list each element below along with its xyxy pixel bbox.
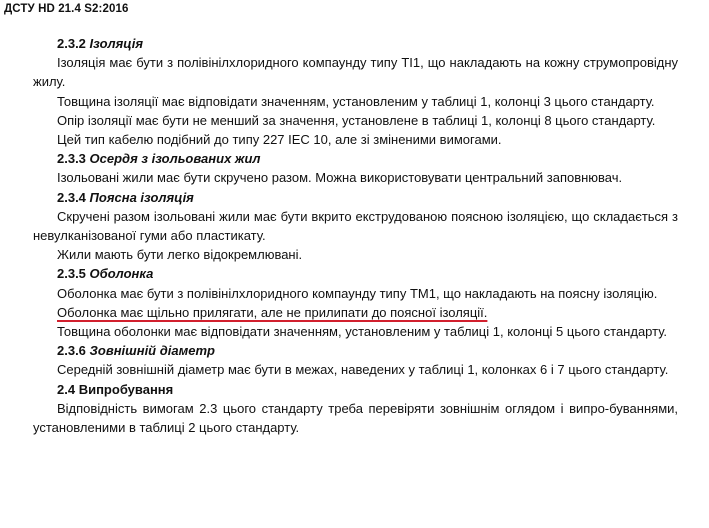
section-number: 2.3.3 bbox=[57, 151, 86, 167]
section-title: Випробування bbox=[78, 381, 174, 397]
section-heading-2-3-2 bbox=[33, 34, 678, 53]
section-heading-2-3-4 bbox=[33, 188, 678, 207]
paragraph: Цей тип кабелю подібний до типу 227 IEC 10, але зі зміненими вимогами. bbox=[57, 132, 502, 148]
document-body bbox=[33, 34, 678, 437]
paragraph: Середній зовнішній діаметр має бути в межах, наведених у таблиці 1, колонках 6 і 7 цього стандарту. bbox=[57, 362, 669, 378]
section-title: Осердя з ізольованих жил bbox=[89, 151, 261, 167]
red-underlined-text: Оболонка має щільно прилягати, але не прилипати до поясної ізоляції. bbox=[57, 304, 488, 320]
document-header: ДСТУ HD 21.4 S2:2016 bbox=[4, 3, 129, 15]
section-number: 2.4 bbox=[57, 381, 76, 397]
section-title: Ізоляція bbox=[89, 36, 143, 51]
paragraph: Ізольовані жили має бути скручено разом. Можна використовувати центральний заповнювач. bbox=[57, 170, 623, 186]
section-heading-2-3-6 bbox=[33, 341, 678, 360]
section-heading-2-3-5 bbox=[33, 264, 678, 283]
paragraph: Товщина ізоляції має відповідати значенням, установленим у таблиці 1, колонці 3 цього стандарту. bbox=[57, 93, 655, 109]
section-title: Оболонка bbox=[89, 266, 154, 282]
section-heading-2-4 bbox=[33, 380, 678, 399]
section-number: 2.3.2 bbox=[57, 36, 86, 51]
section-number: 2.3.6 bbox=[57, 343, 86, 359]
paragraph: Опір ізоляції має бути не менший за значення, установлене в таблиці 1, колонці 8 цього стандарту. bbox=[57, 112, 656, 128]
highlighted-paragraph bbox=[33, 303, 678, 322]
paragraph: Ізоляція має бути з полівінілхлоридного компаунду типу ТІ1, що накладають на кожну струмопровідну жилу. bbox=[33, 55, 678, 90]
section-number: 2.3.5 bbox=[57, 266, 86, 282]
paragraph: Відповідність вимогам 2.3 цього стандарту треба перевіряти зовнішнім оглядом і випро-буваннями, установленими в таблиці 2 цього стандарту. bbox=[33, 400, 678, 436]
section-title: Поясна ізоляція bbox=[89, 189, 194, 205]
section-title: Зовнішній діаметр bbox=[89, 343, 215, 359]
section-heading-2-3-3 bbox=[33, 149, 678, 168]
paragraph: Скручені разом ізольовані жили має бути вкрито екструдованою поясною ізоляцією, що складається з невулканізованої гуми або пластикату. bbox=[33, 208, 678, 244]
paragraph: Оболонка має бути з полівінілхлоридного компаунду типу ТМ1, що накладають на поясну ізоляцію. bbox=[57, 285, 658, 301]
section-number: 2.3.4 bbox=[57, 189, 86, 205]
paragraph: Жили мають бути легко відокремлювані. bbox=[57, 247, 303, 263]
paragraph: Товщина оболонки має відповідати значенням, установленим у таблиці 1, колонці 5 цього стандарту. bbox=[57, 324, 668, 340]
